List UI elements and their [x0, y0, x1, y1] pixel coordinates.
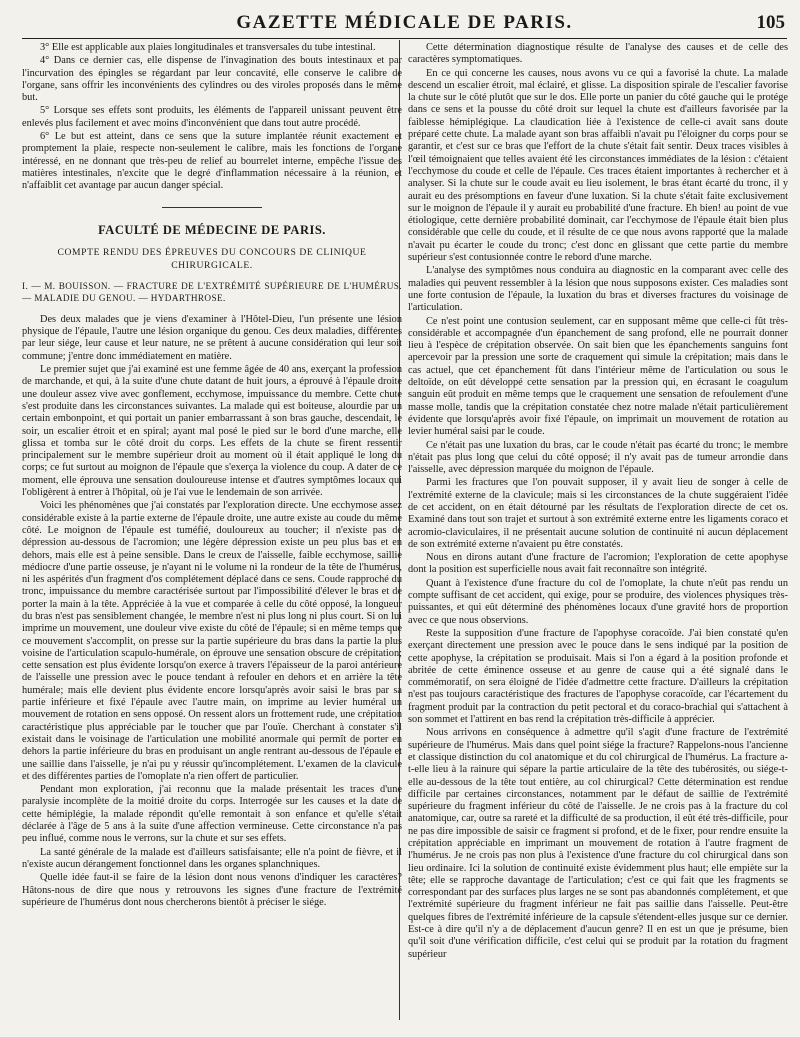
- paragraph: Voici les phénomènes que j'ai constatés par l'exploration directe. Une ecchymose assez considérable existe à la partie externe de l'épaule droite, une autre existe au coude du même côté. Le moignon de l'épaule est tuméfié, douloureux au toucher; il n'existe pas de dépression au-dessous de l'acromion; une légère dépression existe un peu plus bas et en dehors, mais elle est à peine sensible. Dans le creux de l'aisselle, faible ecchymose, saillie médiocre d'une partie osseuse, je n'ayant ni le volume ni la rondeur de la tête de l'humérus, ni les aspérités d'un fragment d'os complétement déplacé dans ce sens. Coude rapproché du tronc, impuissance du membre caractérisée surtout par l'impossibilité d'élever le bras et de porter la main à la tête. Appréciée à la vue et comparée à celle du côté opposé, la longueur du bras n'est pas sensiblement changée, le membre n'est ni plus long ni plus court. Si on lui imprime un mouvement, une douleur vive existe du côté de l'épaule; si en même temps que ce mouvement s'accomplit, on presse sur la partie supérieure du bras dans la partie la plus voisine de l'articulation scapulo-humérale, on éprouve une sensation obscure de crépitation; cette sensation est plus évidente lorsqu'on exerce à travers l'épaisseur de la paroi antérieure de l'aisselle une pression avec le pouce tendant à refouler en dehors et en arrière la tête humérale; mais elle devient plus évidente encore lorsqu'après avoir saisi le bras par sa partie inférieure et fixé l'épaule avec l'autre main, on imprime au levier huméral un mouvement de rotation en sens opposé. On ressent alors un frottement rude, une crépitation caractéristique plus appréciable par le toucher que par l'ouïe. Cherchant à constater s'il existait dans le voisinage de l'articulation une mobilité anormale qui permît de porter en dehors la partie inférieure du bras en produisant un angle rentrant au-dessous de l'épaule et une saillie dans l'aisselle, je n'ai pu y réussir qu'incomplétement. L'examen de la clavicule et des différentes parties de l'omoplate n'a rien offert de particulier.: [22, 500, 402, 782]
- list-item: 6° Le but est atteint, dans ce sens que la suture implantée réunit exactement et promptement la plaie, respecte non-seulement le calibre, mais les fonctions de l'organe intéressé, en ne donnant que très-peu de relief au bourrelet interne, empêche l'issue des matières intestinales, n'excite que le degré d'inflammation nécessaire à la réunion, et n'affaiblit cet avantage par aucun danger spécial.: [22, 131, 402, 192]
- section-subtitle: COMPTE RENDU DES ÉPREUVES DU CONCOURS DE CLINIQUE CHIRURGICALE.: [57, 246, 367, 271]
- paragraph: Ce n'est point une contusion seulement, car en supposant même que celle-ci fût très-considérable et accompagnée d'un épanchement de sang profond, elle ne pourrait donner lieu à l'espèce de crépitation observée. On sait bien que les épanchements sanguins font apercevoir par la pression une sorte de craquement qui simule la crépitation; mais dans le cas actuel, que cet épanchement fût dans l'intérieur même de l'articulation ou sous le deltoïde, on eût développé cette sensation par la pression qui, en écrasant le coagulum sanguin eût produit en même temps que le craquement une sensation de refoulement d'une masse molle, tandis que la crépitation constatée chez notre malade n'était particulièrement évidente que lorsqu'après avoir fixé l'épaule, on imprimait un mouvement de rotation au levier huméral saisi par le coude.: [408, 315, 788, 438]
- paragraph: En ce qui concerne les causes, nous avons vu ce qui a favorisé la chute. La malade descend un escalier étroit, mal éclairé, et glisse. La disposition spirale de l'escalier favorise la chute sur le côté plutôt que sur le dos. Elle porte un panier du côté gauche qui le protége dans ce sens et la pousse du côté droit sur lequel la chute est d'ailleurs favorisée par la faiblesse hémiplégique. La claudication liée à l'existence de celle-ci avait sans doute préparé cette chute. La malade ayant son bras affaibli n'avait pu l'éloigner du corps pour se garantir, et c'est sur ce bras que l'effort de la chute s'était fait sentir. Deux traces visibles à l'œil témoignaient que telles avaient été les circonstances immédiates de la lésion : c'étaient l'ecchymose du coude et celle de l'épaule. Ces traces étaient importantes à rechercher et à analyser. Si la chute sur le coude avait eu lieu isolement, le bras étant écarté du tronc, il y aurait eu des présomptions en faveur d'une luxation. Si la chute s'était faite exclusivement sur le moignon de l'épaule il y aurait eu probabilité d'une fracture. Eh bien! au point de vue étiologique, cette dernière probabilité dominait, car l'ecchymose de l'épaule était bien plus considérable que celle du coude, et il résulte de ce que nous avons rapporté que la malade n'avait pu écarter le coude du tronc; c'est donc en glissant que cette partie du membre supérieur s'est contusionnée contre le rebord d'une marche.: [408, 67, 788, 264]
- paragraph: Reste la supposition d'une fracture de l'apophyse coracoïde. J'ai bien constaté qu'en exerçant directement une pression avec le pouce dans le sens indiqué par la position de cette apophyse, la crépitation se produisait. Mais si l'on a égard à la position profonde et abritée de cette éminence osseuse et au genre de cause qui a été signalé dans le commémoratif, on sera éloigné de l'idée d'admettre cette fracture. D'ailleurs la crépitation n'est pas toujours caractéristique des fractures de l'apophyse coracoïde, car l'écartement du fragment produit par la contraction du petit pectoral et du coraco-brachial qui s'attachent à son sommet et l'attirent en bas rend la crépitation très-difficile à apprécier.: [408, 627, 788, 726]
- paragraph: Cette détermination diagnostique résulte de l'analyse des causes et de celle des caractères symptomatiques.: [408, 42, 788, 66]
- section-rule: [162, 207, 262, 208]
- paragraph: Le premier sujet que j'ai examiné est une femme âgée de 40 ans, exerçant la profession de marchande, et qui, à la suite d'une chute datant de huit jours, a éprouvé à l'épaule droite une douleur assez vive avec gonflement, ecchymose, impuissance du membre. Cette chute s'est produite dans les circonstances suivantes. La malade qui est boiteuse, alourdie par un certain embonpoint, et qui portait un panier embarrassant à son bras gauche, descendait, le soir, un escalier étroit et en spiral; ayant mal posé le pied sur le bord d'une marche, elle glissa et tomba sur le côté droit du corps. Les effets de la chute se firent ressentir principalement sur le membre supérieur droit au moment où il était appliqué le long du corps; ce fut surtout au moignon de l'épaule que s'exerça la violence du coup. A dater de ce moment, elle éprouva une sensation douloureuse intense et d'autres symptômes locaux qui l'obligèrent à entrer à l'hôpital, où je l'ai vue le lendemain de son arrivée.: [22, 364, 402, 499]
- paragraph: L'analyse des symptômes nous conduira au diagnostic en la comparant avec celle des maladies qui peuvent ressembler à la lésion que nous supposons exister. Ces maladies sont une forte contusion de l'épaule, la luxation du bras et diverses fractures du voisinage de l'articulation.: [408, 265, 788, 314]
- paragraph: La santé générale de la malade est d'ailleurs satisfaisante; elle n'a point de fièvre, et il n'existe aucun dérangement fonctionnel dans les organes splanchniques.: [22, 846, 402, 870]
- paragraph: Parmi les fractures que l'on pouvait supposer, il y avait lieu de songer à celle de l'extrémité externe de la clavicule; mais si les circonstances de la chute suggéraient l'idée de cet accident, on en était détourné par les résultats de l'exploration directe de cet os. Examiné dans tout son trajet et surtout à son extrémité externe entre les ligaments coraco et acromio-claviculaires, il ne présentait aucune solution de continuité ni aucun déplacement de son extrémité externe n'avaient pu être constatés.: [408, 477, 788, 550]
- paragraph: Quant à l'existence d'une fracture du col de l'omoplate, la chute n'eût pas rendu un compte suffisant de cet accident, qui exige, pour se produire, des violences physiques très-puissantes, et qui eût déterminé des phénomènes locaux d'une gravité hors de proportion avec ce que nous observions.: [408, 577, 788, 626]
- paragraph: Nous arrivons en conséquence à admettre qu'il s'agit d'une fracture de l'extrémité supérieure de l'humérus. Mais dans quel point siége la fracture? Rappelons-nous l'ancienne et classique distinction du col anatomique et du col chirurgical de l'humérus. La fracture a-t-elle lieu à la rainure qui sépare la partie articulaire de la tête des tubérosités, ou siége-t-elle au-dessous de la tête tout entière, au col chirurgical? Cette détermination est rendue difficile par certaines circonstances, notamment par le défaut de saillie de l'extrémité supérieure du fragment inférieur du côté de l'aisselle. Je ne crois pas à la fracture du col anatomique, car, outre sa rareté et la difficulté de sa production, il eût été très-difficile, pour ne pas dire impossible de saisir ce fragment si profond, et de le fixer, pour rendre ensuite la crépitation appréciable en imprimant un mouvement de rotation à l'autre fragment de l'humérus. Je ne crois pas non plus à l'existence d'une fracture du col chirurgical dans son lieu ordinaire. Ici la solution de continuité existe évidemment plus haut; elle empiète sur la tête; elle se rapproche davantage de l'articulation; c'est ce qui fait que les fragments se correspondant par des surfaces plus larges ne se sont pas abandonnés complétement, et que l'extrémité supérieure du fragment inférieur ne fait pas saillie dans l'aisselle. Peut-être quelques fibres de l'extrémité inférieure de la capsule s'étendent-elles jusque sur ce dernier. Est-ce à dire qu'il n'y a de déplacement d'aucun genre? Il en est un que je présume, bien qu'il soit d'une vérification difficile, c'est celui qui se produit par la rotation du fragment supérieur: [408, 727, 788, 960]
- paragraph: Pendant mon exploration, j'ai reconnu que la malade présentait les traces d'une paralysie incomplète de la moitié droite du corps. Interrogée sur les causes et la date de cette hémiplégie, la malade répondit qu'elle remontait à son enfance et qu'elle s'était déclarée à l'âge de 5 ans à la suite d'une affection vermineuse. Cette circonstance n'a pas peu influé, comme nous le verrons, sur la chute et sur ses effets.: [22, 784, 402, 845]
- page-header: [22, 10, 787, 39]
- paragraph: Des deux malades que je viens d'examiner à l'Hôtel-Dieu, l'un présente une lésion physique de l'épaule, l'autre une lésion organique du genou. Ces deux maladies, différentes par leur siége, leur cause et leur nature, ne se prêtent à aucune considération qui leur soit commune; j'entre donc immédiatement en matière.: [22, 313, 402, 362]
- left-column: [22, 42, 402, 1027]
- paragraph: Quelle idée faut-il se faire de la lésion dont nous venons d'indiquer les caractères? Hâtons-nous de dire que nous y retrouvons les signes d'une fracture de l'extrémité supérieure de l'humérus dont nous chercherons bientôt à préciser le siége.: [22, 872, 402, 908]
- case-heading: I. — M. BOUISSON. — FRACTURE DE L'EXTRÉMITÉ SUPÉRIEURE DE L'HUMÉRUS. — MALADIE DU GENOU. — HYDARTHROSE.: [22, 280, 402, 303]
- paragraph: Ce n'était pas une luxation du bras, car le coude n'était pas écarté du tronc; le membre n'était pas plus long que celui du côté opposé; il n'y avait pas de tumeur arrondie dans l'aisselle, avec dépression marquée du moignon de l'épaule.: [408, 439, 788, 476]
- paragraph: Nous en dirons autant d'une fracture de l'acromion; l'exploration de cette apophyse dont la position est superficielle nous avait fait reconnaître son intégrité.: [408, 552, 788, 576]
- list-item: 5° Lorsque ses effets sont produits, les éléments de l'appareil unissant peuvent être enlevés plus facilement et avec moins d'inconvénient que dans tout autre procédé.: [22, 105, 402, 129]
- journal-title: GAZETTE MÉDICALE DE PARIS.: [236, 12, 573, 33]
- right-column: [408, 42, 788, 1027]
- list-item: 3° Elle est applicable aux plaies longitudinales et transversales du tube intestinal.: [40, 42, 376, 53]
- list-item: 4° Dans ce dernier cas, elle dispense de l'invagination des bouts intestinaux et par l'incurvation des épingles se régardant par leur concavité, elle conserve le calibre de l'organe, sans offrir les inconvénients des cylindres ou des viroles proposés dans le même but.: [22, 55, 402, 104]
- page-number: 105: [756, 12, 785, 33]
- section-title: FACULTÉ DE MÉDECINE DE PARIS.: [98, 222, 326, 237]
